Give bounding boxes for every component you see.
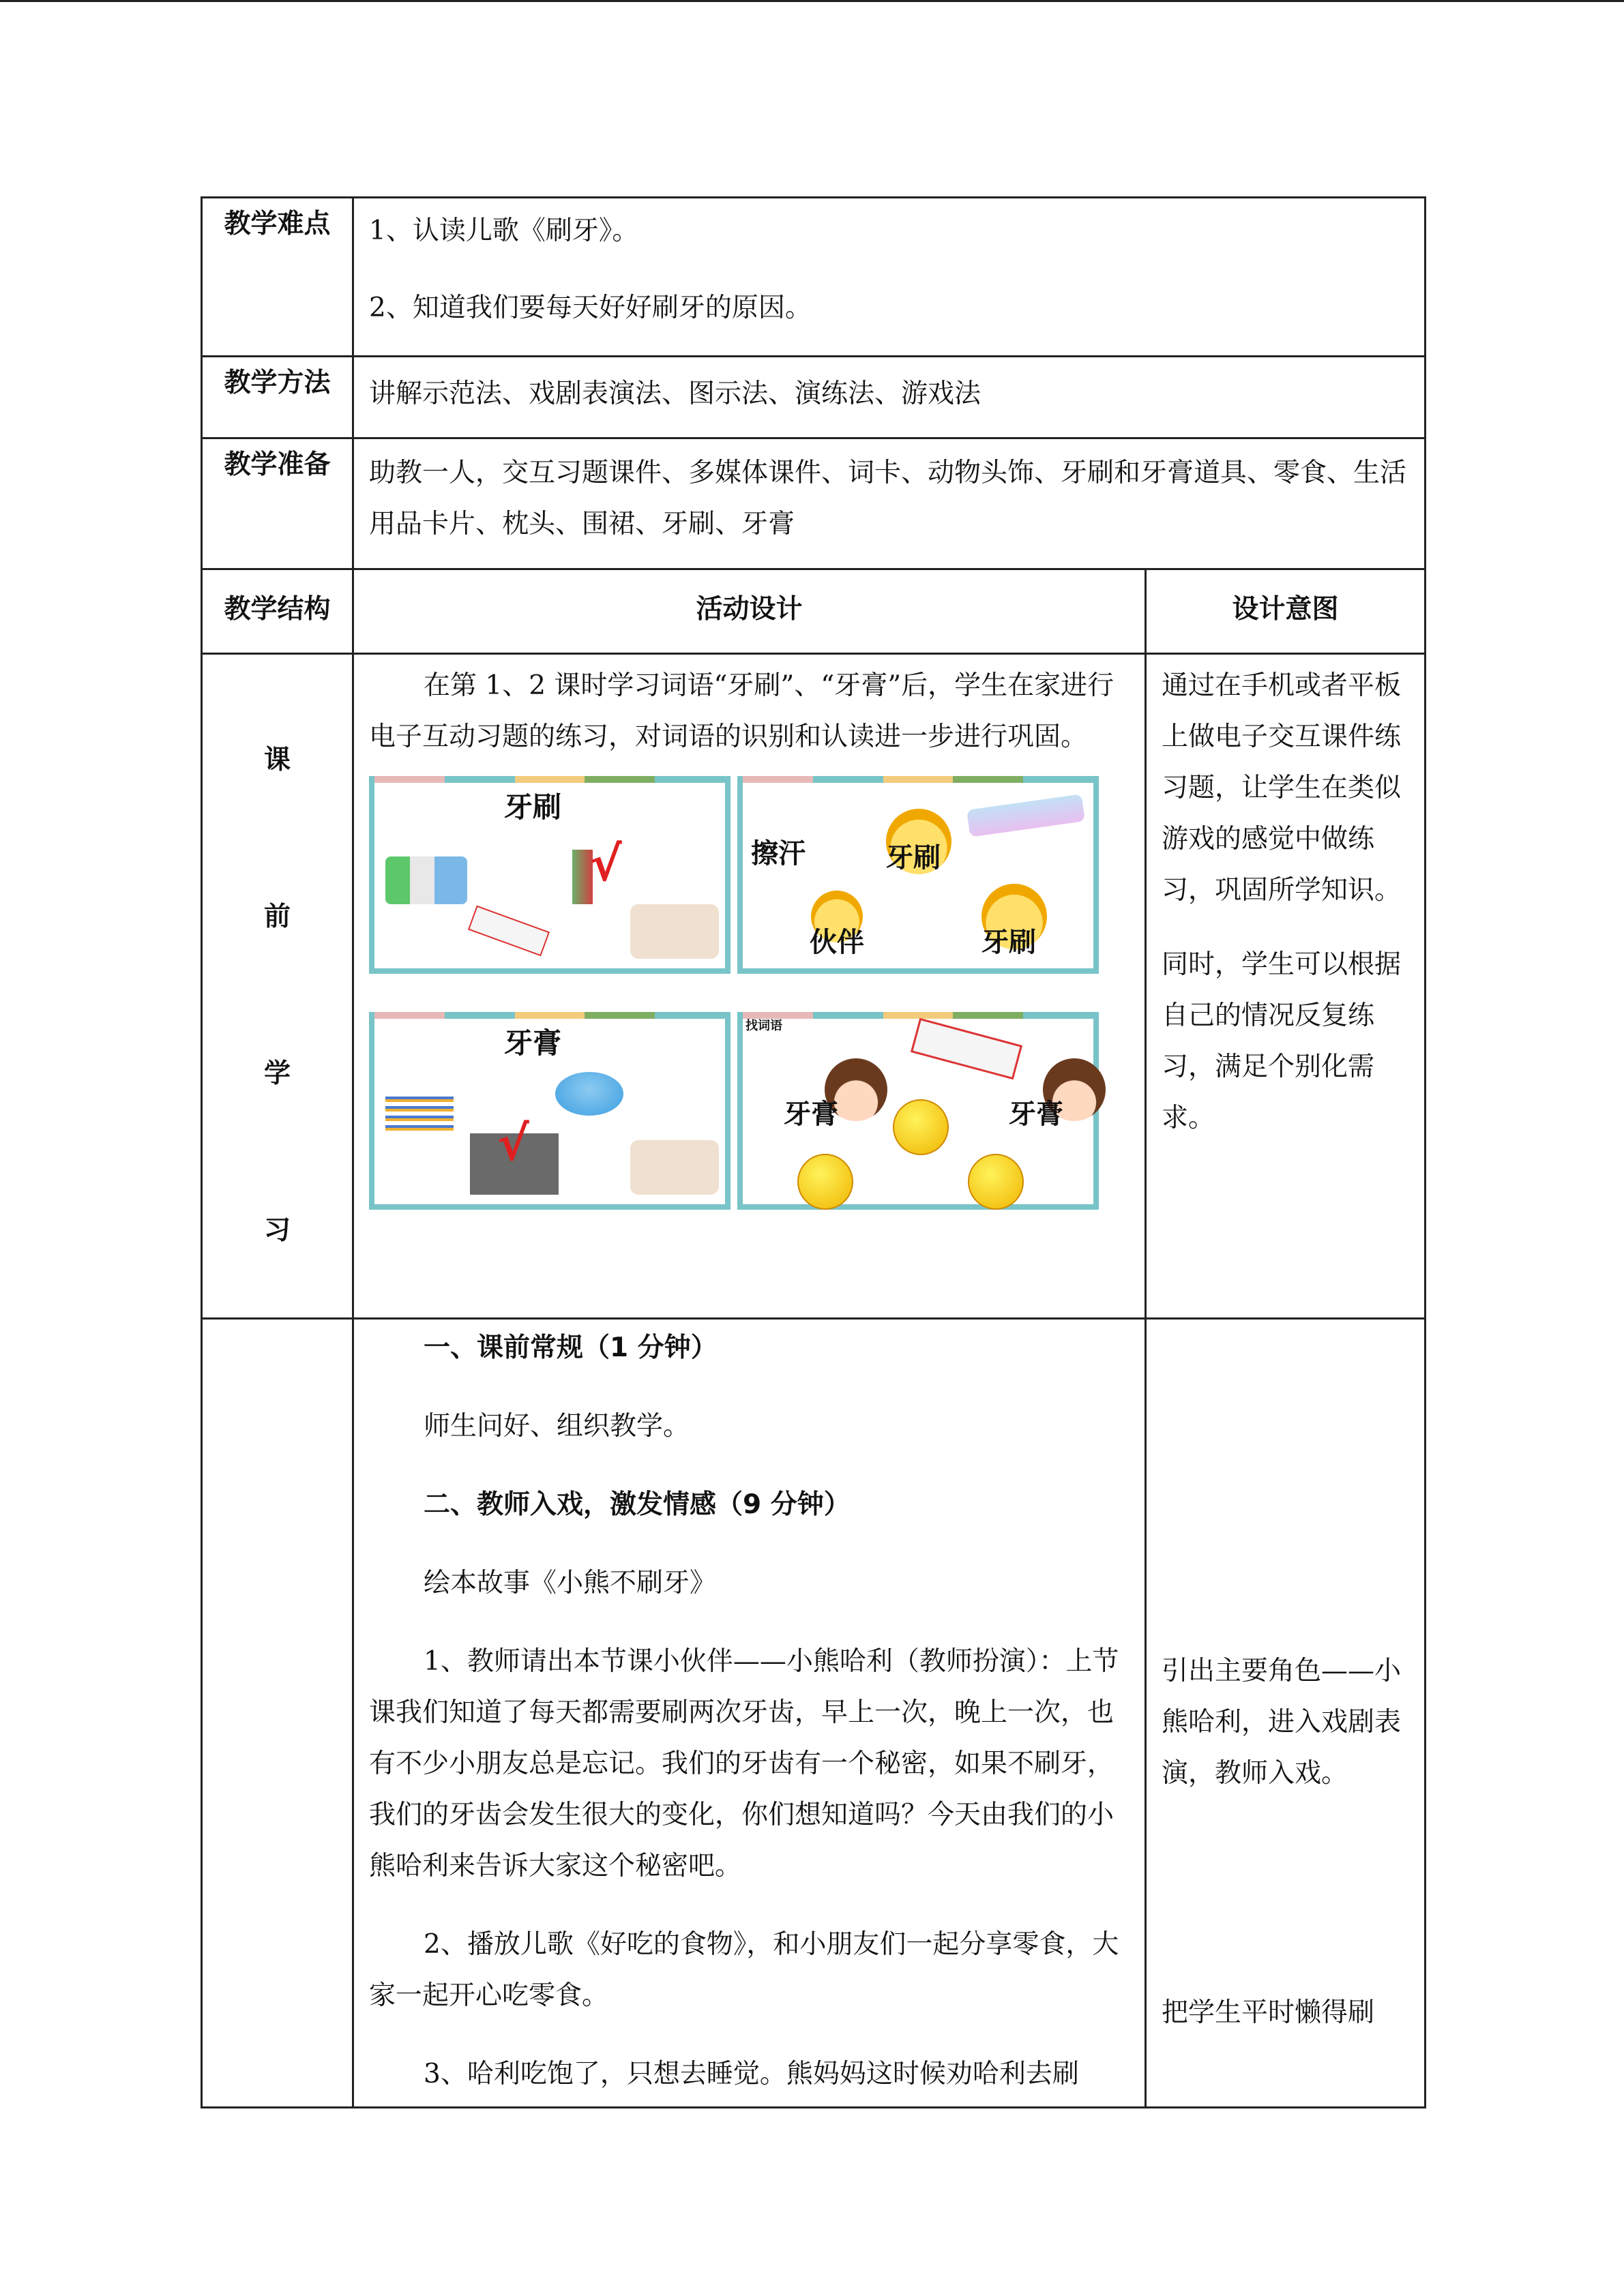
difficulty-content (353, 198, 1426, 357)
section-1-title: 一、课前常规（1 分钟） (424, 1332, 718, 1363)
slide-tag: 找词语 (745, 1019, 782, 1033)
lesson-paragraph-3: 3、哈利吃饱了，只想去睡觉。熊妈妈这时候劝哈利去刷 (424, 2059, 1079, 2089)
word-card: 伙伴 (810, 927, 864, 958)
prelearn-char-4: 习 (263, 1215, 291, 1246)
row-prep (202, 438, 1426, 569)
row-lesson (202, 1319, 1426, 2108)
toothpaste-icon (911, 1018, 1022, 1080)
pillow-icon (630, 1140, 719, 1195)
prep-content (353, 438, 1426, 569)
word-card: 牙膏 (1009, 1099, 1063, 1130)
prelearn-intent (1146, 654, 1426, 1319)
lesson-intent-1: 引出主要角色——小熊哈利，进入戏剧表演，教师入戏。 (1162, 1656, 1402, 1789)
check-mark-icon: √ (497, 1116, 529, 1172)
word-card: 牙刷 (886, 842, 941, 874)
difficulty-item-2: 2、知道我们要每天好好刷牙的原因。 (369, 293, 812, 323)
exercise-slides (369, 776, 1130, 1253)
lesson-intent (1146, 1319, 1426, 2108)
section-1-text: 师生问好、组织教学。 (424, 1411, 690, 1442)
label-difficulty: 教学难点 (202, 198, 353, 357)
slide-find-toothpaste (737, 1012, 1099, 1210)
basin-icon (555, 1072, 623, 1116)
section-2-title: 二、教师入戏，激发情感（9 分钟） (424, 1489, 851, 1520)
label-lesson-empty (202, 1319, 353, 2108)
label-prelearn (202, 654, 353, 1319)
prelearn-intent-2: 同时，学生可以根据自己的情况反复练习，满足个别化需求。 (1162, 949, 1402, 1133)
lesson-content (353, 1319, 1146, 2108)
prelearn-char-3: 学 (263, 1058, 291, 1089)
cups-icon (385, 856, 467, 904)
smiley-icon (893, 1099, 949, 1155)
prelearn-intent-1: 通过在手机或者平板上做电子交互课件练习题，让学生在类似游戏的感觉中做练习，巩固所学知识。 (1162, 670, 1402, 906)
slide-title: 牙膏 (504, 1026, 562, 1060)
difficulty-item-1: 1、认读儿歌《刷牙》。 (369, 215, 639, 246)
row-prelearn (202, 654, 1426, 1319)
smiley-icon (797, 1154, 853, 1210)
word-card: 牙膏 (784, 1099, 838, 1130)
lesson-plan-table (201, 196, 1426, 2108)
header-intent: 设计意图 (1146, 569, 1426, 654)
slide-toothpaste (369, 1012, 730, 1210)
lesson-paragraph-2: 2、播放儿歌《好吃的食物》，和小朋友们一起分享零食，大家一起开心吃零食。 (369, 1929, 1119, 2011)
smiley-icon (968, 1154, 1024, 1210)
label-method: 教学方法 (202, 357, 353, 438)
toothbrushes-icon (966, 794, 1085, 837)
slide-title: 牙刷 (504, 790, 562, 824)
toothbrushes-icon (385, 1092, 454, 1133)
word-card: 牙刷 (981, 927, 1036, 958)
toothpaste-icon (468, 906, 550, 957)
prep-text: 助教一人，交互习题课件、多媒体课件、词卡、动物头饰、牙刷和牙膏道具、零食、生活用品卡片、枕头、围裙、牙刷、牙膏 (369, 458, 1407, 539)
row-difficulty (202, 198, 1426, 357)
row-structure-header (202, 569, 1426, 654)
lesson-paragraph-1: 1、教师请出本节课小伙伴——小熊哈利（教师扮演）：上节课我们知道了每天都需要刷两次牙齿，早上一次，晚上一次，也有不少小朋友总是忘记。我们的牙齿有一个秘密，如果不刷牙，我们的牙齿会发生很大的变化，你们想知道吗？今天由我们的小熊哈利来告诉大家这个秘密吧。 (369, 1646, 1119, 1881)
header-activity: 活动设计 (353, 569, 1146, 654)
word-card: 擦汗 (751, 838, 806, 869)
method-content (353, 357, 1426, 438)
label-structure: 教学结构 (202, 569, 353, 654)
method-text: 讲解示范法、戏剧表演法、图示法、演练法、游戏法 (369, 378, 981, 409)
label-prep: 教学准备 (202, 438, 353, 569)
lesson-intent-2: 把学生平时懒得刷 (1162, 1997, 1375, 2028)
prelearn-text: 在第 1、2 课时学习词语“牙刷”、“牙膏”后，学生在家进行电子互动习题的练习，对词语的识别和认读进一步进行巩固。 (369, 670, 1114, 752)
slide-find-toothbrush (737, 776, 1099, 974)
prelearn-char-2: 前 (263, 901, 291, 932)
prelearn-content (353, 654, 1146, 1319)
pillow-icon (630, 904, 719, 959)
check-mark-icon: √ (590, 836, 622, 892)
slide-toothbrush (369, 776, 730, 974)
prelearn-char-1: 课 (263, 745, 291, 775)
page-top-border (0, 0, 1624, 2)
story-title: 绘本故事《小熊不刷牙》 (424, 1568, 717, 1598)
row-method (202, 357, 1426, 438)
